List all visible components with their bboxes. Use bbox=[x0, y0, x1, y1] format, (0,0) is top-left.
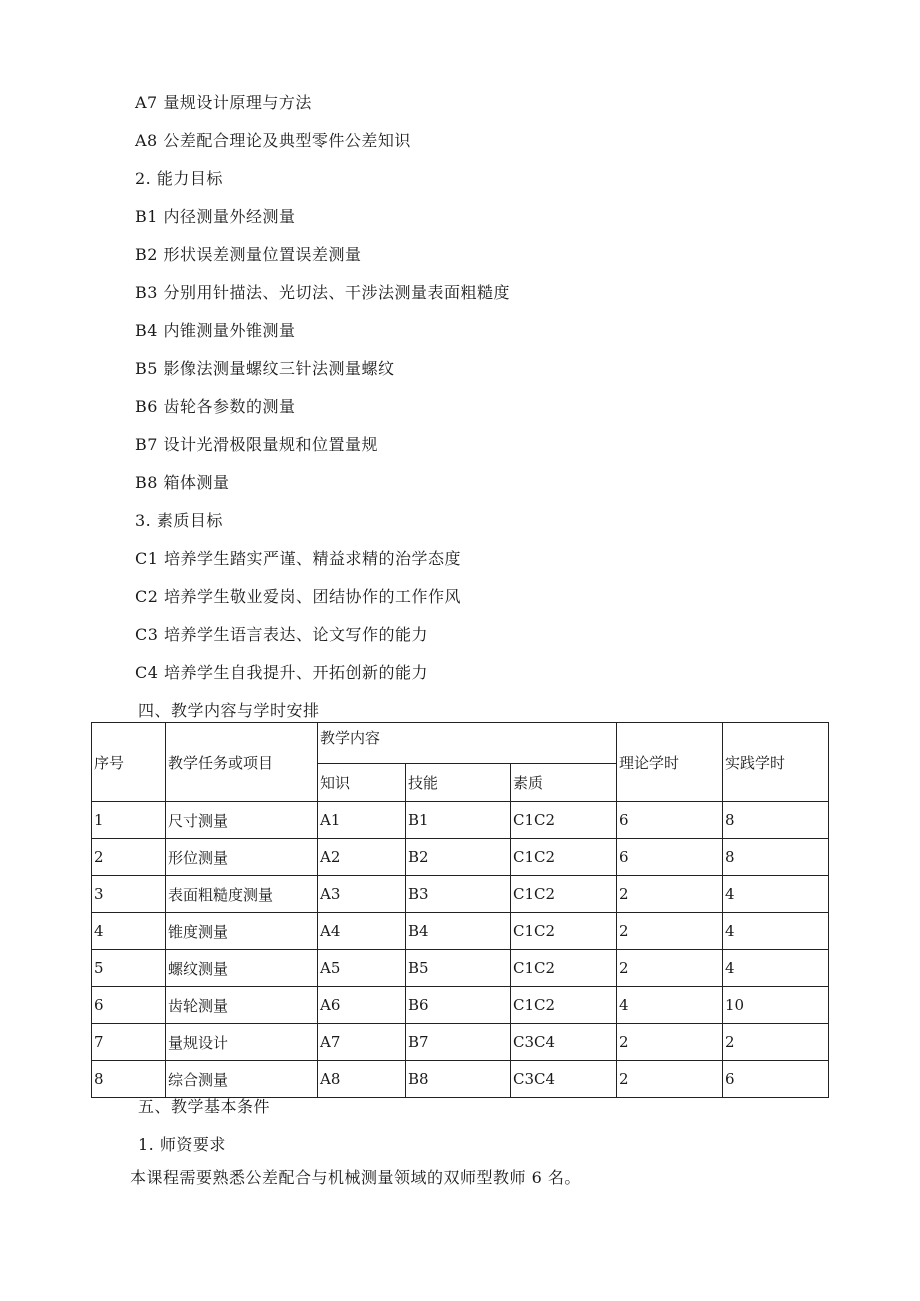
cell-skill: B1 bbox=[406, 802, 511, 839]
cell-no: 4 bbox=[92, 913, 166, 950]
cell-quality: C1C2 bbox=[511, 950, 617, 987]
cell-no: 6 bbox=[92, 987, 166, 1024]
cell-practice: 2 bbox=[723, 1024, 829, 1061]
knowledge-item-a8: A8 公差配合理论及典型零件公差知识 bbox=[135, 131, 411, 150]
ability-objectives-heading: 2. 能力目标 bbox=[135, 169, 223, 188]
cell-task: 综合测量 bbox=[166, 1061, 318, 1098]
teacher-requirements-heading: 1. 师资要求 bbox=[138, 1135, 226, 1154]
ability-item-b8: B8 箱体测量 bbox=[135, 473, 230, 492]
table-row bbox=[92, 876, 829, 913]
cell-no: 7 bbox=[92, 1024, 166, 1061]
cell-practice: 4 bbox=[723, 950, 829, 987]
table-row bbox=[92, 913, 829, 950]
cell-skill: B4 bbox=[406, 913, 511, 950]
cell-theory: 2 bbox=[617, 1024, 723, 1061]
cell-practice: 4 bbox=[723, 913, 829, 950]
teacher-requirements-text: 本课程需要熟悉公差配合与机械测量领域的双师型教师 6 名。 bbox=[130, 1168, 581, 1187]
header-skill: 技能 bbox=[406, 764, 511, 802]
cell-no: 8 bbox=[92, 1061, 166, 1098]
header-no: 序号 bbox=[92, 723, 166, 802]
table-row bbox=[92, 987, 829, 1024]
teaching-schedule-table bbox=[91, 722, 829, 1098]
ability-item-b7: B7 设计光滑极限量规和位置量规 bbox=[135, 435, 379, 454]
cell-quality: C1C2 bbox=[511, 913, 617, 950]
table-row bbox=[92, 1024, 829, 1061]
cell-theory: 2 bbox=[617, 950, 723, 987]
section-5-title: 五、教学基本条件 bbox=[138, 1097, 271, 1116]
cell-quality: C1C2 bbox=[511, 987, 617, 1024]
cell-practice: 6 bbox=[723, 1061, 829, 1098]
cell-task: 锥度测量 bbox=[166, 913, 318, 950]
cell-theory: 4 bbox=[617, 987, 723, 1024]
cell-task: 形位测量 bbox=[166, 839, 318, 876]
ability-item-b4: B4 内锥测量外锥测量 bbox=[135, 321, 296, 340]
header-practice-hours: 实践学时 bbox=[723, 723, 829, 802]
cell-theory: 2 bbox=[617, 1061, 723, 1098]
header-quality: 素质 bbox=[511, 764, 617, 802]
header-content: 教学内容 bbox=[318, 723, 617, 764]
header-knowledge: 知识 bbox=[318, 764, 406, 802]
cell-practice: 10 bbox=[723, 987, 829, 1024]
header-task: 教学任务或项目 bbox=[166, 723, 318, 802]
cell-skill: B6 bbox=[406, 987, 511, 1024]
cell-knowledge: A1 bbox=[318, 802, 406, 839]
table-header-row bbox=[92, 723, 829, 764]
cell-theory: 2 bbox=[617, 876, 723, 913]
ability-item-b5: B5 影像法测量螺纹三针法测量螺纹 bbox=[135, 359, 395, 378]
table-row bbox=[92, 839, 829, 876]
cell-task: 螺纹测量 bbox=[166, 950, 318, 987]
cell-practice: 8 bbox=[723, 802, 829, 839]
table-row bbox=[92, 1061, 829, 1098]
quality-objectives-heading: 3. 素质目标 bbox=[135, 511, 223, 530]
cell-task: 尺寸测量 bbox=[166, 802, 318, 839]
quality-item-c2: C2 培养学生敬业爱岗、团结协作的工作作风 bbox=[135, 587, 462, 606]
cell-quality: C3C4 bbox=[511, 1061, 617, 1098]
cell-task: 表面粗糙度测量 bbox=[166, 876, 318, 913]
cell-knowledge: A6 bbox=[318, 987, 406, 1024]
cell-knowledge: A3 bbox=[318, 876, 406, 913]
quality-item-c4: C4 培养学生自我提升、开拓创新的能力 bbox=[135, 663, 429, 682]
cell-theory: 6 bbox=[617, 839, 723, 876]
ability-item-b2: B2 形状误差测量位置误差测量 bbox=[135, 245, 362, 264]
cell-theory: 6 bbox=[617, 802, 723, 839]
cell-theory: 2 bbox=[617, 913, 723, 950]
ability-item-b1: B1 内径测量外经测量 bbox=[135, 207, 296, 226]
quality-item-c1: C1 培养学生踏实严谨、精益求精的治学态度 bbox=[135, 549, 462, 568]
table-row bbox=[92, 802, 829, 839]
cell-task: 齿轮测量 bbox=[166, 987, 318, 1024]
cell-skill: B3 bbox=[406, 876, 511, 913]
cell-no: 3 bbox=[92, 876, 166, 913]
cell-quality: C1C2 bbox=[511, 839, 617, 876]
ability-item-b6: B6 齿轮各参数的测量 bbox=[135, 397, 296, 416]
cell-knowledge: A2 bbox=[318, 839, 406, 876]
cell-knowledge: A4 bbox=[318, 913, 406, 950]
quality-item-c3: C3 培养学生语言表达、论文写作的能力 bbox=[135, 625, 429, 644]
cell-quality: C1C2 bbox=[511, 876, 617, 913]
cell-task: 量规设计 bbox=[166, 1024, 318, 1061]
knowledge-item-a7: A7 量规设计原理与方法 bbox=[135, 93, 312, 112]
cell-practice: 4 bbox=[723, 876, 829, 913]
cell-practice: 8 bbox=[723, 839, 829, 876]
ability-item-b3: B3 分别用针描法、光切法、干涉法测量表面粗糙度 bbox=[135, 283, 511, 302]
cell-knowledge: A7 bbox=[318, 1024, 406, 1061]
cell-no: 1 bbox=[92, 802, 166, 839]
cell-skill: B8 bbox=[406, 1061, 511, 1098]
cell-no: 5 bbox=[92, 950, 166, 987]
cell-knowledge: A8 bbox=[318, 1061, 406, 1098]
header-theory-hours: 理论学时 bbox=[617, 723, 723, 802]
table-body bbox=[92, 802, 829, 1098]
cell-no: 2 bbox=[92, 839, 166, 876]
section-4-title: 四、教学内容与学时安排 bbox=[138, 701, 320, 720]
cell-quality: C3C4 bbox=[511, 1024, 617, 1061]
table-row bbox=[92, 950, 829, 987]
cell-skill: B7 bbox=[406, 1024, 511, 1061]
cell-skill: B5 bbox=[406, 950, 511, 987]
cell-quality: C1C2 bbox=[511, 802, 617, 839]
cell-knowledge: A5 bbox=[318, 950, 406, 987]
cell-skill: B2 bbox=[406, 839, 511, 876]
